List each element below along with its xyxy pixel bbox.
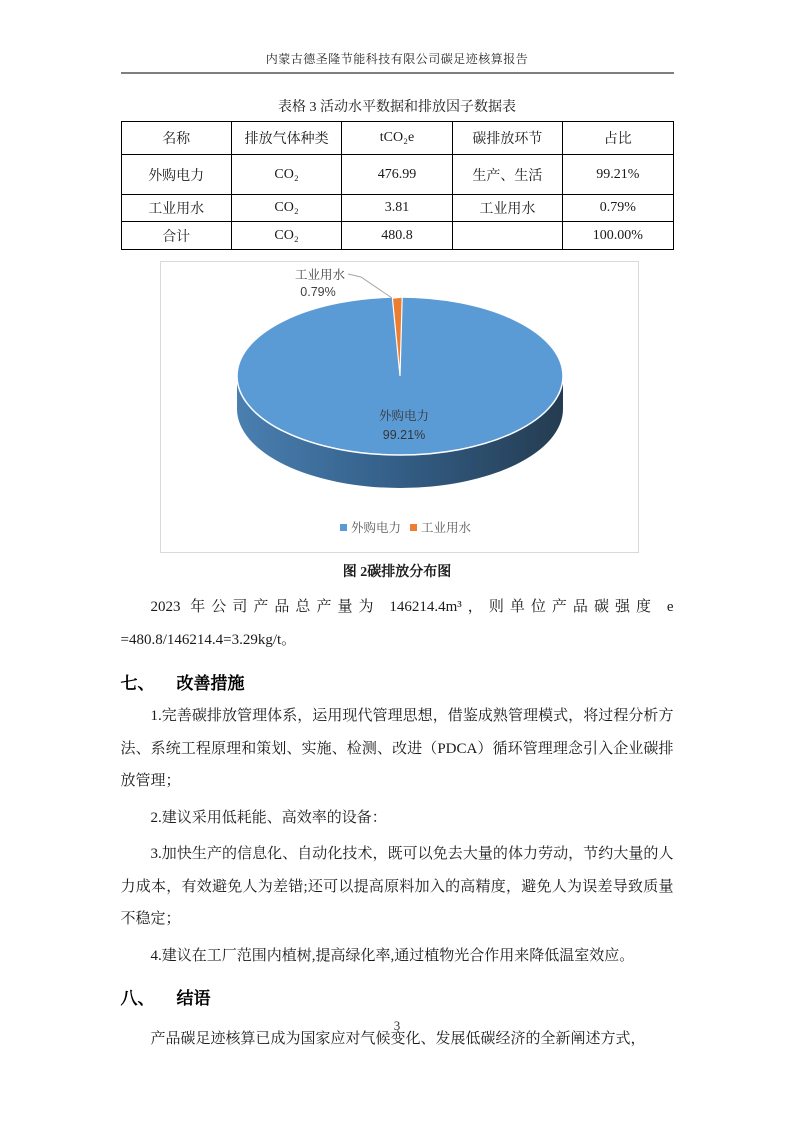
col-header-stage: 碳排放环节	[452, 122, 562, 155]
cell-share: 0.79%	[563, 195, 673, 222]
table-row	[121, 155, 673, 195]
cell-gas: CO₂	[231, 195, 341, 222]
slice-value-purchased-electricity: 99.21%	[382, 428, 425, 442]
improvement-item-1: 1.完善碳排放管理体系，运用现代管理思想，借鉴成熟管理模式，将过程分析方法、系统工程原理和策划、实施、检测、改进（PDCA）循环管理理念引入企业碳排放管理；	[120, 708, 674, 789]
slice-label-industrial-water: 工业用水	[294, 268, 345, 282]
cell-stage	[452, 222, 562, 250]
section-heading-improvements	[121, 672, 674, 696]
cell-share: 99.21%	[563, 155, 673, 195]
page-number: 3	[393, 1018, 401, 1033]
section-heading-conclusion	[121, 987, 674, 1011]
intensity-line-1: 2023 年公司产品总产量为 146214.4m³，则单位产品碳强度 e	[150, 599, 674, 615]
cell-name: 工业用水	[121, 195, 231, 222]
table-row	[121, 222, 673, 250]
emissions-table	[121, 121, 674, 250]
col-header-share: 占比	[563, 122, 673, 155]
cell-name: 合计	[121, 222, 231, 250]
table-caption: 表格 3 活动水平数据和排放因子数据表	[278, 100, 516, 115]
carbon-intensity-paragraph	[121, 591, 674, 657]
cell-gas: CO₂	[231, 222, 341, 250]
section-title: 改善措施	[176, 674, 245, 693]
cell-tco2e: 3.81	[342, 195, 452, 222]
figure-caption: 图 2碳排放分布图	[342, 565, 452, 580]
report-title: 内蒙古德圣隆节能科技有限公司碳足迹核算报告	[121, 50, 674, 74]
cell-share: 100.00%	[563, 222, 673, 250]
table-row	[121, 195, 673, 222]
intensity-line-2: =480.8/146214.4=3.29kg/t。	[120, 632, 297, 648]
col-header-tco2e: tCO₂e	[342, 122, 452, 155]
slice-value-industrial-water: 0.79%	[299, 285, 336, 299]
legend-label-industrial-water: 工业用水	[420, 521, 471, 535]
slice-label-purchased-electricity: 外购电力	[378, 409, 429, 423]
col-header-gas-type: 排放气体种类	[231, 122, 341, 155]
pie-chart-frame	[160, 261, 639, 553]
content-column	[121, 0, 674, 1056]
section-number: 七、	[120, 674, 155, 693]
cell-stage: 工业用水	[452, 195, 562, 222]
table-header-row	[121, 122, 673, 155]
section-title: 结语	[176, 989, 211, 1008]
improvement-item-4: 4.建议在工厂范围内植树,提高绿化率,通过植物光合作用来降低温室效应。	[150, 947, 635, 964]
improvement-item-2: 2.建议采用低耗能、高效率的设备：	[150, 809, 387, 826]
cell-stage: 生产、生活	[452, 155, 562, 195]
col-header-name: 名称	[121, 122, 231, 155]
legend-swatch-industrial-water	[410, 524, 417, 531]
cell-tco2e: 480.8	[342, 222, 452, 250]
conclusion-paragraph: 产品碳足迹核算已成为国家应对气候变化、发展低碳经济的全新阐述方式，	[150, 1031, 646, 1047]
label-leader-line	[348, 274, 392, 298]
page-header	[121, 0, 674, 74]
pie-chart	[161, 262, 638, 552]
cell-name: 外购电力	[121, 155, 231, 195]
cell-gas: CO₂	[231, 155, 341, 195]
section-number: 八、	[120, 989, 155, 1008]
cell-tco2e: 476.99	[342, 155, 452, 195]
improvement-item-3: 3.加快生产的信息化、自动化技术，既可以免去大量的体力劳动，节约大量的人力成本，有效避免人为差错;还可以提高原料加入的高精度，避免人为误差导致质量不稳定；	[120, 846, 674, 927]
legend-label-purchased-electricity: 外购电力	[350, 521, 401, 535]
legend-swatch-purchased-electricity	[340, 524, 347, 531]
